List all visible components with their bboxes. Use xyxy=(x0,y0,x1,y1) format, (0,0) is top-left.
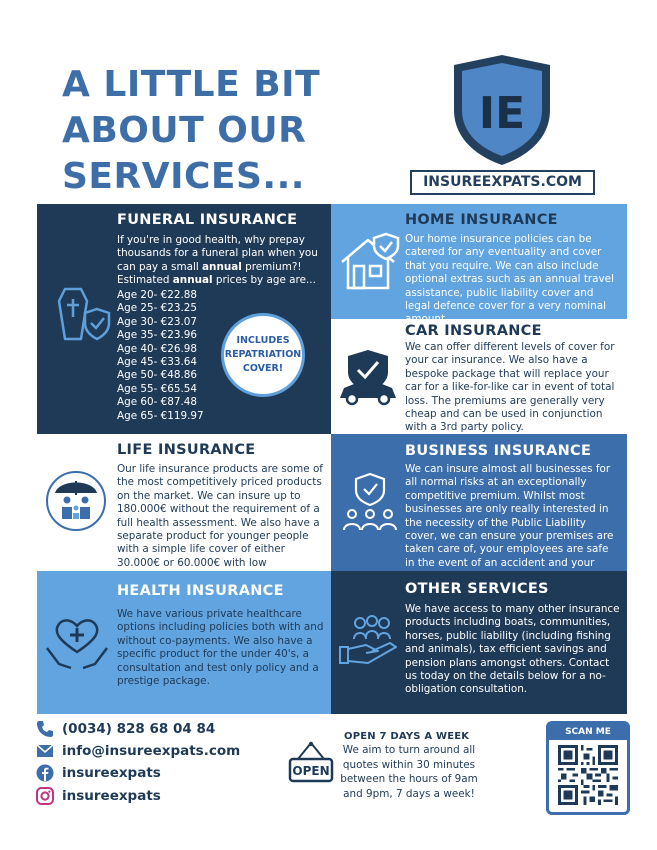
contact-phone[interactable] xyxy=(36,720,215,738)
car-body: We can offer different levels of cover for your car insurance. We also have a bespoke package that will replace your car for a like-for-like car in event of total loss. The premiums are generally very cheap and can be used in conjunction with a 3rd party policy. xyxy=(405,341,615,434)
price-row: Age 35- €23.96 xyxy=(117,329,198,342)
price-row: Age 45- €33.64 xyxy=(117,356,198,369)
car-heading: CAR INSURANCE xyxy=(405,323,542,339)
phone-icon xyxy=(36,720,54,738)
title-line-2: ABOUT OUR xyxy=(62,110,307,151)
funeral-heading: FUNERAL INSURANCE xyxy=(117,212,298,228)
car-shield-icon xyxy=(336,348,400,406)
open-sign-icon xyxy=(288,741,334,787)
qr-code-card[interactable] xyxy=(546,721,630,815)
open-body: We aim to turn around all quotes within 30 minutes between the hours of 9am and 9pm, 7 days a week! xyxy=(340,744,478,800)
price-row: Age 50- €48.86 xyxy=(117,369,198,382)
email-icon xyxy=(36,742,54,760)
home-heading: HOME INSURANCE xyxy=(405,212,558,228)
health-body: We have various private healthcare options including policies both with and without co-payments. We also have a specific product for the under 40's, a consultation and test only policy and a prestige package. xyxy=(117,608,324,688)
home-body: Our home insurance policies can be catered for any eventuality and cover that you require. We can also include optional extras such as an annual travel assistance, public liability cover and legal defence cover for a very nominal xyxy=(405,233,614,313)
open-sign-text: OPEN xyxy=(292,764,330,778)
title-line-1: A LITTLE BIT xyxy=(62,64,321,105)
other-body: We have access to many other insurance products including boats, communities, horses, public liability (including fishing and animals), tax efficient savings and pension plans amongst others. Contact us today on the details below for a no-obligation consultation. xyxy=(405,603,620,696)
contact-instagram[interactable] xyxy=(36,787,161,805)
funeral-intro: If you're in good health, why prepay thousands for a funeral plan when you can pay a small annual premium?! Estimated annual prices by age are... xyxy=(117,234,318,287)
business-heading: BUSINESS INSURANCE xyxy=(405,443,592,459)
instagram-icon xyxy=(36,787,54,805)
business-body: We can insure almost all businesses for all normal risks at an exceptionally competitive premium. Whilst most businesses are only really interested in the necessity of the Public Liability cover, we can ensure your premises are taken care of, your employees are safe in the event of an accident and your xyxy=(405,463,614,569)
repatriation-badge: INCLUDES REPATRIATION COVER! xyxy=(221,313,305,397)
price-row: Age 55- €65.54 xyxy=(117,382,198,395)
instagram-handle: insureexpats xyxy=(62,788,161,804)
phone-number: (0034) 828 68 04 84 xyxy=(62,721,216,737)
title-line-3: SERVICES... xyxy=(62,156,305,197)
logo xyxy=(410,52,595,198)
funeral-price-list xyxy=(117,289,204,423)
family-umbrella-icon xyxy=(45,471,107,531)
facebook-handle: insureexpats xyxy=(62,765,161,781)
scan-me-label: SCAN ME xyxy=(549,724,627,740)
page-title xyxy=(62,62,362,200)
price-row: Age 60- €87.48 xyxy=(117,396,198,409)
price-row: Age 25- €23.25 xyxy=(117,302,198,315)
email-address: info@insureexpats.com xyxy=(62,743,241,759)
house-shield-icon xyxy=(338,232,402,292)
price-row: Age 40- €26.98 xyxy=(117,342,198,355)
contact-facebook[interactable] xyxy=(36,764,161,782)
qr-code-icon xyxy=(558,745,618,805)
price-row: Age 20- €22.88 xyxy=(117,289,198,301)
open-title: OPEN 7 DAYS A WEEK xyxy=(344,731,470,742)
price-row: Age 30- €23.07 xyxy=(117,315,198,328)
hand-people-icon xyxy=(338,613,400,667)
health-heading: HEALTH INSURANCE xyxy=(117,583,284,599)
logo-url: INSUREEXPATS.COM xyxy=(410,170,595,195)
price-row: Age 65- €119.97 xyxy=(117,409,204,422)
coffin-shield-icon xyxy=(53,287,113,343)
team-shield-icon xyxy=(340,472,400,534)
shield-logo-icon xyxy=(450,52,554,168)
logo-letters: IE xyxy=(478,88,526,139)
life-heading: LIFE INSURANCE xyxy=(117,442,256,458)
life-body: Our life insurance products are some of the most competitively priced products on the market. We can insure up to 180.000€ without the requirement of a full health assessment. We also have a separate product for younger people with a simple life cover of either 30.000€ or 60.000€ with low xyxy=(117,463,323,569)
other-heading: OTHER SERVICES xyxy=(405,581,549,597)
facebook-icon xyxy=(36,764,54,782)
contact-email[interactable] xyxy=(36,742,240,760)
hands-heart-icon xyxy=(45,612,109,672)
